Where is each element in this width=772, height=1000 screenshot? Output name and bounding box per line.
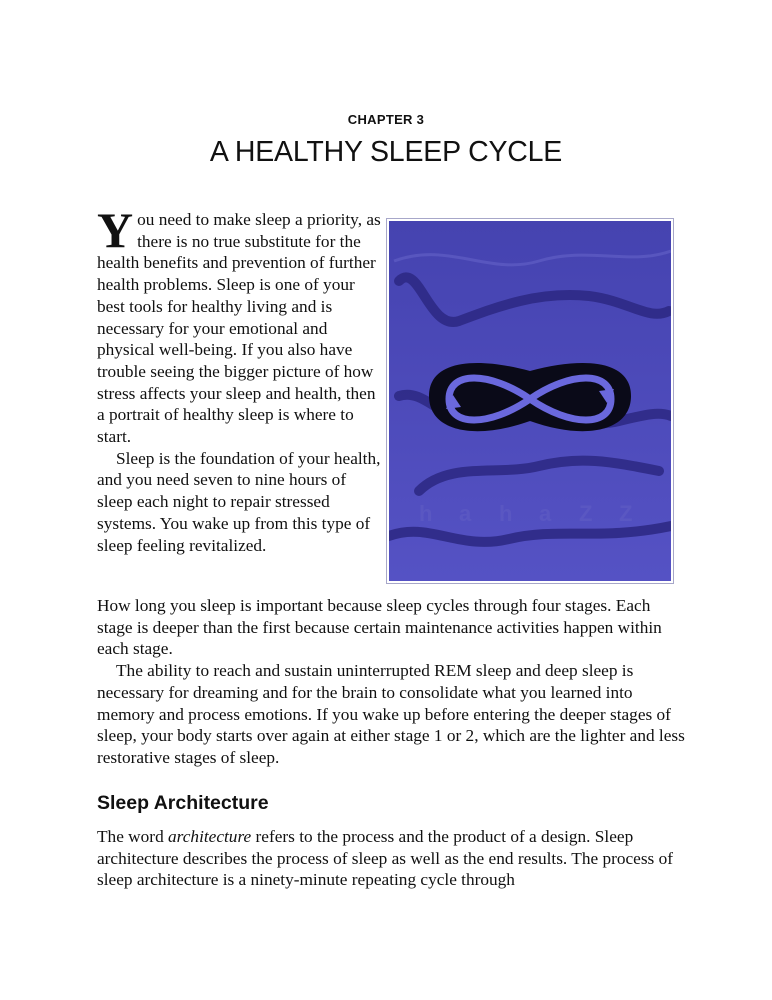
sleep-mask-infinity-illustration xyxy=(389,221,671,581)
paragraph-intro-text: ou need to make sleep a priority, as there is no true substitute for the health benefits and prevention of further health problems. Sleep is one of your best tools for healthy living and is necessary for your emotional and physical well-being. If you also have trouble seeing the bigger picture of how stress affects your sleep and health, then a portrait of healthy sleep is where to start. xyxy=(97,210,381,447)
italic-term: architecture xyxy=(168,827,252,846)
drop-cap: Y xyxy=(97,202,134,258)
text-run: refers to the process and the product of a design. Sleep architecture describes the process of sleep as well as the end results. The process of sleep architecture is a ninety-minute repeating cycle through xyxy=(97,827,673,890)
paragraph-foundation-continued: How long you sleep is important because sleep cycles through four stages. Each stage is deeper than the first because certain maintenance activities happen within each stage. xyxy=(97,596,662,659)
section-heading: Sleep Architecture xyxy=(97,792,269,814)
intro-wrapped-text xyxy=(97,202,385,556)
chapter-illustration xyxy=(386,218,674,584)
chapter-label: CHAPTER 3 xyxy=(347,112,425,127)
svg-text:Z: Z xyxy=(579,501,593,526)
paragraph-foundation: Sleep is the foundation of your health, and you need seven to nine hours of sleep each night to repair stressed systems. You wake up from this type of sleep feeling revitalized. xyxy=(97,448,381,555)
chapter-title: A HEALTHY SLEEP CYCLE xyxy=(209,136,563,168)
svg-text:h: h xyxy=(419,501,433,526)
paragraph-intro xyxy=(97,202,385,448)
paragraph-rem-sleep: The ability to reach and sustain uninterrupted REM sleep and deep sleep is necessary for dreaming and for the brain to consolidate what you learned into memory and process emotions. If you wake up before entering the deeper stages of sleep, your body starts over again at either stage 1 or 2, which are the lighter and less restorative stages of sleep. xyxy=(97,661,685,767)
intro-full-text xyxy=(97,595,687,769)
svg-text:a: a xyxy=(459,501,472,526)
section-body xyxy=(97,826,687,891)
svg-text:h: h xyxy=(499,501,513,526)
svg-text:Z: Z xyxy=(619,501,633,526)
svg-text:a: a xyxy=(539,501,552,526)
text-run: The word xyxy=(97,827,169,846)
paragraph-architecture xyxy=(97,826,687,891)
